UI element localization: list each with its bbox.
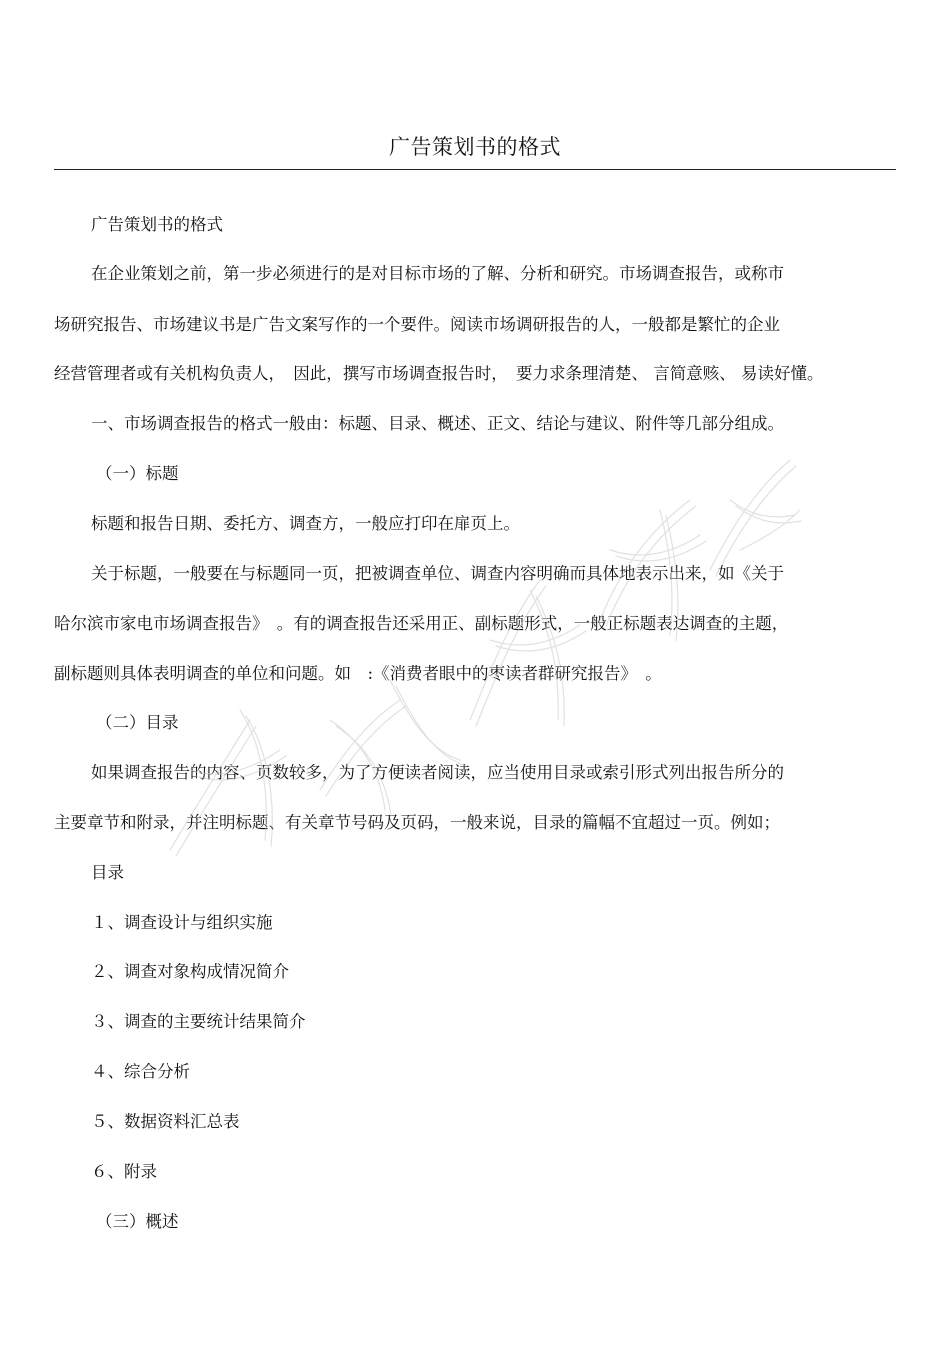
text-line: 如果调查报告的内容、页数较多，为了方便读者阅读，应当使用目录或索引形式列出报告所分的 <box>91 763 784 782</box>
text-line: 场研究报告、市场建议书是广告文案写作的一个要件。阅读市场调研报告的人，一般都是繁忙的企业 <box>54 315 780 334</box>
section-heading: （一）标题 <box>96 464 179 483</box>
toc-heading: 目录 <box>91 863 124 882</box>
text-line: 关于标题，一般要在与标题同一页，把被调查单位、调查内容明确而具体地表示出来，如《关于 <box>91 564 784 583</box>
toc-item: ６、附录 <box>91 1162 157 1181</box>
text-line: 在企业策划之前，第一步必须进行的是对目标市场的了解、分析和研究。市场调查报告，或称市 <box>91 264 784 283</box>
text-line: 副标题则具体表明调查的单位和问题。如 :《消费者眼中的枣读者群研究报告》 。 <box>54 664 662 683</box>
text-line: 标题和报告日期、委托方、调查方，一般应打印在扉页上。 <box>91 514 520 533</box>
text-line: 主要章节和附录，并注明标题、有关章节号码及页码，一般来说，目录的篇幅不宜超过一页。例如； <box>54 813 780 832</box>
toc-item: １、调查设计与组织实施 <box>91 913 273 932</box>
section-heading: （三）概述 <box>96 1212 179 1231</box>
title-divider <box>54 169 896 170</box>
text-line: 广告策划书的格式 <box>91 215 223 234</box>
toc-item: ２、调查对象构成情况简介 <box>91 962 289 981</box>
page-title: 广告策划书的格式 <box>389 135 561 159</box>
toc-item: ５、数据资料汇总表 <box>91 1112 240 1131</box>
text-line: 经营管理者或有关机构负责人， 因此，撰写市场调查报告时， 要力求条理清楚、 言简意赅、 易读好懂。 <box>54 364 824 383</box>
toc-item: ３、调查的主要统计结果简介 <box>91 1012 306 1031</box>
toc-item: ４、综合分析 <box>91 1062 190 1081</box>
text-line: 哈尔滨市家电市场调查报告》 。有的调查报告还采用正、副标题形式，一般正标题表达调查的主题， <box>54 614 789 633</box>
text-line: 一、市场调查报告的格式一般由：标题、目录、概述、正文、结论与建议、附件等几部分组成。 <box>91 414 784 433</box>
section-heading: （二）目录 <box>96 713 179 732</box>
